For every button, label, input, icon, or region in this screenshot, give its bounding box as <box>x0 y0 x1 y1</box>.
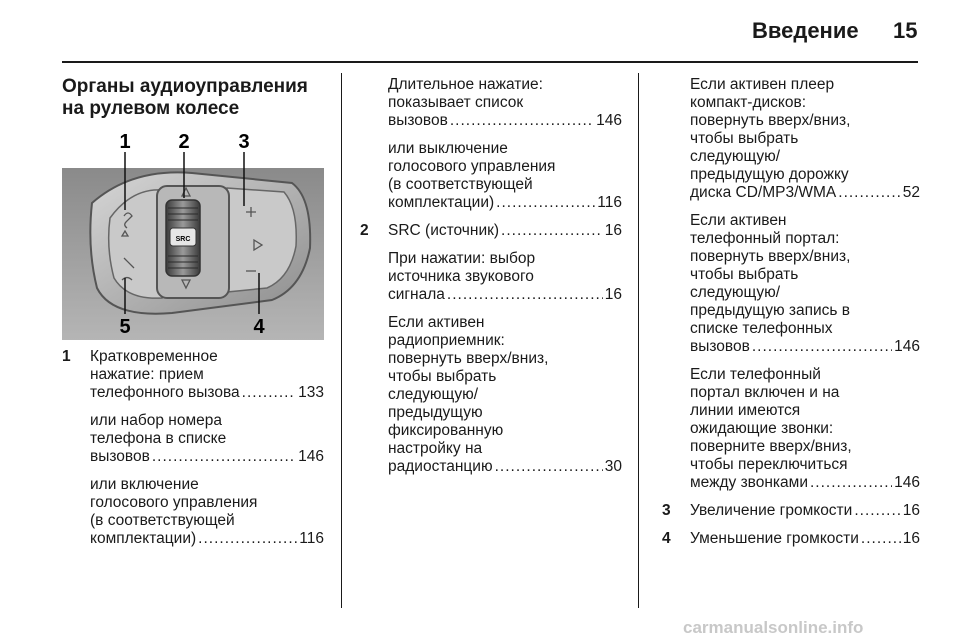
entry-page-ref[interactable] <box>388 458 622 476</box>
entry-text-line: нажатие: прием <box>90 366 204 383</box>
entry-text-line: предыдущую <box>388 404 483 421</box>
column-divider-2 <box>638 73 639 608</box>
entry-number: 3 <box>662 502 671 519</box>
entry-text-line: комплектации) <box>90 530 197 547</box>
entry-text-line: повернуть вверх/вниз, <box>690 112 851 129</box>
entry-text-line: голосового управления <box>388 158 556 175</box>
page-reference: 16 <box>902 502 920 519</box>
page-reference: 16 <box>902 530 920 547</box>
entry-text-line: Если активен плеер <box>690 76 835 93</box>
entry-text-line: фиксированную <box>388 422 504 439</box>
leader-dots <box>198 530 297 548</box>
entry-text-line: или выключение <box>388 140 508 157</box>
entry-text-line: настройку на <box>388 440 483 457</box>
leader-dots <box>810 474 892 492</box>
entry-number: 4 <box>662 530 671 547</box>
entry-text-line: диска CD/MP3/WMA <box>690 184 837 201</box>
leader-dots <box>152 448 296 466</box>
page-reference: 116 <box>299 530 324 547</box>
column-2 <box>360 76 622 486</box>
leader-dots <box>854 502 900 520</box>
entry-text-line: Если активен <box>388 314 485 331</box>
entry-text-line: портал включен и на <box>690 384 840 401</box>
index-entry <box>90 412 324 466</box>
page-reference: 52 <box>902 184 920 201</box>
leader-dots <box>242 384 296 402</box>
leader-dots <box>450 112 594 130</box>
entry-text-line: чтобы выбрать <box>388 368 497 385</box>
index-entry <box>90 476 324 548</box>
entry-number: 2 <box>360 222 369 239</box>
entry-text-line: повернуть вверх/вниз, <box>690 248 851 265</box>
entry-number: 1 <box>62 348 71 365</box>
entry-text-line: Увеличение громкости <box>690 502 853 519</box>
column-divider-1 <box>341 73 342 608</box>
index-entry <box>388 314 622 476</box>
entry-page-ref[interactable] <box>90 530 324 548</box>
entry-text-line: телефонный портал: <box>690 230 840 247</box>
page-reference: 30 <box>604 458 622 475</box>
entry-text-line: повернуть вверх/вниз, <box>388 350 549 367</box>
callout-4: 4 <box>253 316 265 338</box>
index-entry <box>662 502 920 520</box>
page-reference: 146 <box>894 474 920 491</box>
header-rule <box>62 61 918 63</box>
entry-text-line: показывает список <box>388 94 524 111</box>
entry-page-ref[interactable] <box>388 222 622 240</box>
entry-text-line: поверните вверх/вниз, <box>690 438 852 455</box>
index-entry <box>388 76 622 130</box>
leader-dots <box>861 530 901 548</box>
entry-text-line: следующую/ <box>690 148 781 165</box>
index-entry <box>62 348 324 402</box>
page-reference: 146 <box>894 338 920 355</box>
entry-text-line: (в соответствующей <box>388 176 533 193</box>
entry-text-line: При нажатии: выбор <box>388 250 536 267</box>
src-label: SRC <box>175 236 191 243</box>
index-entry <box>388 250 622 304</box>
index-entry <box>690 366 920 492</box>
callout-5: 5 <box>119 316 131 338</box>
page-reference: 133 <box>298 384 324 401</box>
entry-text-line: вызовов <box>690 338 750 355</box>
page-header-title: Введение <box>752 18 859 43</box>
entry-text-line: SRC (источник) <box>388 222 500 239</box>
entry-page-ref[interactable] <box>90 448 324 466</box>
entry-page-ref[interactable] <box>690 338 920 356</box>
entry-text-line: или набор номера <box>90 412 222 429</box>
leader-dots <box>496 194 595 212</box>
callout-1: 1 <box>119 131 131 153</box>
index-entry <box>388 140 622 212</box>
leader-dots <box>495 458 603 476</box>
callout-3: 3 <box>238 131 250 153</box>
entry-text-line: радиостанцию <box>388 458 493 475</box>
entry-text-line: следующую/ <box>388 386 479 403</box>
entry-text-line: вызовов <box>90 448 150 465</box>
leader-dots <box>447 286 603 304</box>
section-title: Органы аудиоуправления на рулевом колесе <box>62 76 308 119</box>
entry-text-line: голосового управления <box>90 494 258 511</box>
entry-text-line: предыдущую запись в <box>690 302 851 319</box>
entry-text-line: (в соответствующей <box>90 512 235 529</box>
column-1 <box>62 348 324 558</box>
entry-text-line: предыдущую дорожку <box>690 166 849 183</box>
entry-text-line: комплектации) <box>388 194 495 211</box>
entry-text-line: телефона в списке <box>90 430 227 447</box>
index-entry <box>360 222 622 240</box>
entry-page-ref[interactable] <box>388 286 622 304</box>
entry-text-line: между звонками <box>690 474 808 491</box>
page-reference: 146 <box>298 448 324 465</box>
entry-text-line: чтобы переключиться <box>690 456 848 473</box>
entry-text-line: списке телефонных <box>690 320 833 337</box>
entry-page-ref[interactable] <box>690 530 920 548</box>
entry-page-ref[interactable] <box>690 502 920 520</box>
entry-page-ref[interactable] <box>388 112 622 130</box>
page-reference: 146 <box>596 112 622 129</box>
index-entry <box>690 212 920 356</box>
leader-dots <box>501 222 603 240</box>
entry-text-line: следующую/ <box>690 284 781 301</box>
entry-text-line: чтобы выбрать <box>690 266 799 283</box>
entry-text-line: Уменьшение громкости <box>690 530 859 547</box>
index-entry <box>662 530 920 548</box>
entry-text-line: Если телефонный <box>690 366 821 383</box>
entry-text-line: сигнала <box>388 286 445 303</box>
entry-text-line: радиоприемник: <box>388 332 505 349</box>
entry-page-ref[interactable] <box>690 474 920 492</box>
entry-text-line: вызовов <box>388 112 448 129</box>
entry-text-line: чтобы выбрать <box>690 130 799 147</box>
callout-2: 2 <box>178 131 190 153</box>
entry-page-ref[interactable] <box>690 184 920 202</box>
entry-text-line: Если активен <box>690 212 787 229</box>
entry-text-line: Кратковременное <box>90 348 218 365</box>
column-3 <box>662 76 920 558</box>
leader-dots <box>752 338 892 356</box>
page-reference: 16 <box>604 222 622 239</box>
index-entry <box>690 76 920 202</box>
entry-text-line: телефонного вызова <box>90 384 240 401</box>
entry-text-line: ожидающие звонки: <box>690 420 834 437</box>
entry-text-line: источника звукового <box>388 268 534 285</box>
entry-page-ref[interactable] <box>388 194 622 212</box>
entry-page-ref[interactable] <box>90 384 324 402</box>
page-reference: 116 <box>597 194 622 211</box>
steering-wheel-controls-image <box>62 128 324 340</box>
entry-text-line: или включение <box>90 476 199 493</box>
entry-text-line: линии имеются <box>690 402 801 419</box>
entry-text-line: Длительное нажатие: <box>388 76 543 93</box>
entry-text-line: компакт-дисков: <box>690 94 807 111</box>
page-number: 15 <box>893 18 918 43</box>
watermark: carmanualsonline.info <box>683 618 864 637</box>
page-reference: 16 <box>604 286 622 303</box>
leader-dots <box>838 184 900 202</box>
